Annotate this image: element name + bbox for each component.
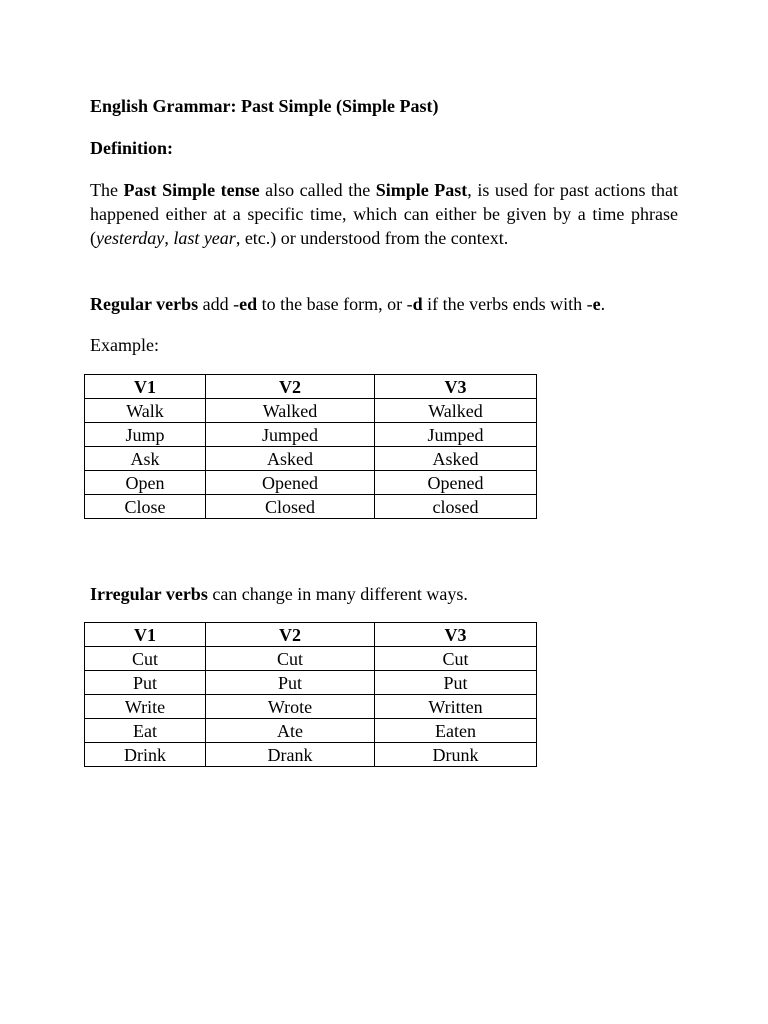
para-italic-yesterday: yesterday (96, 228, 165, 248)
table-row (85, 447, 537, 471)
regular-verbs-rule (90, 292, 605, 316)
definition-paragraph (90, 178, 678, 250)
table-cell: Write (85, 695, 206, 719)
table-cell: Wrote (206, 695, 375, 719)
table-cell: Opened (206, 471, 375, 495)
example-label: Example: (90, 335, 159, 355)
table-cell: Eaten (375, 719, 537, 743)
irregular-verbs-table (84, 622, 537, 767)
para-italic-last-year: last year (173, 228, 236, 248)
table-row (85, 423, 537, 447)
table-cell: Asked (206, 447, 375, 471)
irregular-text-1: can change in many different ways. (207, 584, 468, 604)
table-cell: Jump (85, 423, 206, 447)
header-cell-v3: V3 (375, 375, 537, 399)
table-cell: closed (375, 495, 537, 519)
table-cell: Drunk (375, 743, 537, 767)
regular-verbs-table (84, 374, 537, 519)
table-row (85, 695, 537, 719)
regular-text-1: add - (198, 294, 240, 314)
table-cell: Close (85, 495, 206, 519)
table-row (85, 719, 537, 743)
definition-heading: Definition: (90, 138, 173, 158)
table-cell: Opened (375, 471, 537, 495)
table-cell: Put (206, 671, 375, 695)
para-text-5: , etc.) or understood from the context. (235, 228, 509, 248)
para-bold-past-simple-tense: Past Simple tense (123, 180, 260, 200)
header-cell-v1: V1 (85, 623, 206, 647)
table-cell: Cut (85, 647, 206, 671)
table-row (85, 647, 537, 671)
table-cell: Put (375, 671, 537, 695)
table-cell: Drank (206, 743, 375, 767)
para-bold-simple-past: Simple Past (375, 180, 468, 200)
table-cell: Jumped (206, 423, 375, 447)
table-row (85, 399, 537, 423)
page-title: English Grammar: Past Simple (Simple Past) (90, 96, 439, 116)
table-cell: Walk (85, 399, 206, 423)
regular-text-3: if the verbs ends with - (422, 294, 593, 314)
table-cell: Walked (206, 399, 375, 423)
regular-bold-ed: ed (239, 294, 258, 314)
header-cell-v1: V1 (85, 375, 206, 399)
table-header-row (85, 623, 537, 647)
table-cell: Asked (375, 447, 537, 471)
table-cell: Cut (375, 647, 537, 671)
regular-text-2: to the base form, or - (257, 294, 413, 314)
para-text-3: , is used for past actions that happened either at a specific time, which can either be given by a time phrase ( (90, 180, 678, 248)
regular-text-4: . (600, 294, 606, 314)
header-cell-v3: V3 (375, 623, 537, 647)
table-cell: Jumped (375, 423, 537, 447)
header-cell-v2: V2 (206, 375, 375, 399)
table-row (85, 471, 537, 495)
table-row (85, 743, 537, 767)
table-cell: Eat (85, 719, 206, 743)
irregular-verbs-rule (90, 582, 468, 606)
table-cell: Closed (206, 495, 375, 519)
table-cell: Cut (206, 647, 375, 671)
para-text-1: The (90, 180, 124, 200)
table-cell: Drink (85, 743, 206, 767)
regular-bold-d: d (412, 294, 423, 314)
table-cell: Walked (375, 399, 537, 423)
table-cell: Ask (85, 447, 206, 471)
para-text-4: , (164, 228, 174, 248)
irregular-bold-label: Irregular verbs (90, 584, 208, 604)
table-cell: Open (85, 471, 206, 495)
table-cell: Put (85, 671, 206, 695)
table-cell: Written (375, 695, 537, 719)
regular-bold-label: Regular verbs (90, 294, 199, 314)
header-cell-v2: V2 (206, 623, 375, 647)
table-header-row (85, 375, 537, 399)
table-row (85, 671, 537, 695)
regular-bold-e: e (592, 294, 601, 314)
table-row (85, 495, 537, 519)
table-cell: Ate (206, 719, 375, 743)
para-text-2: also called the (259, 180, 376, 200)
